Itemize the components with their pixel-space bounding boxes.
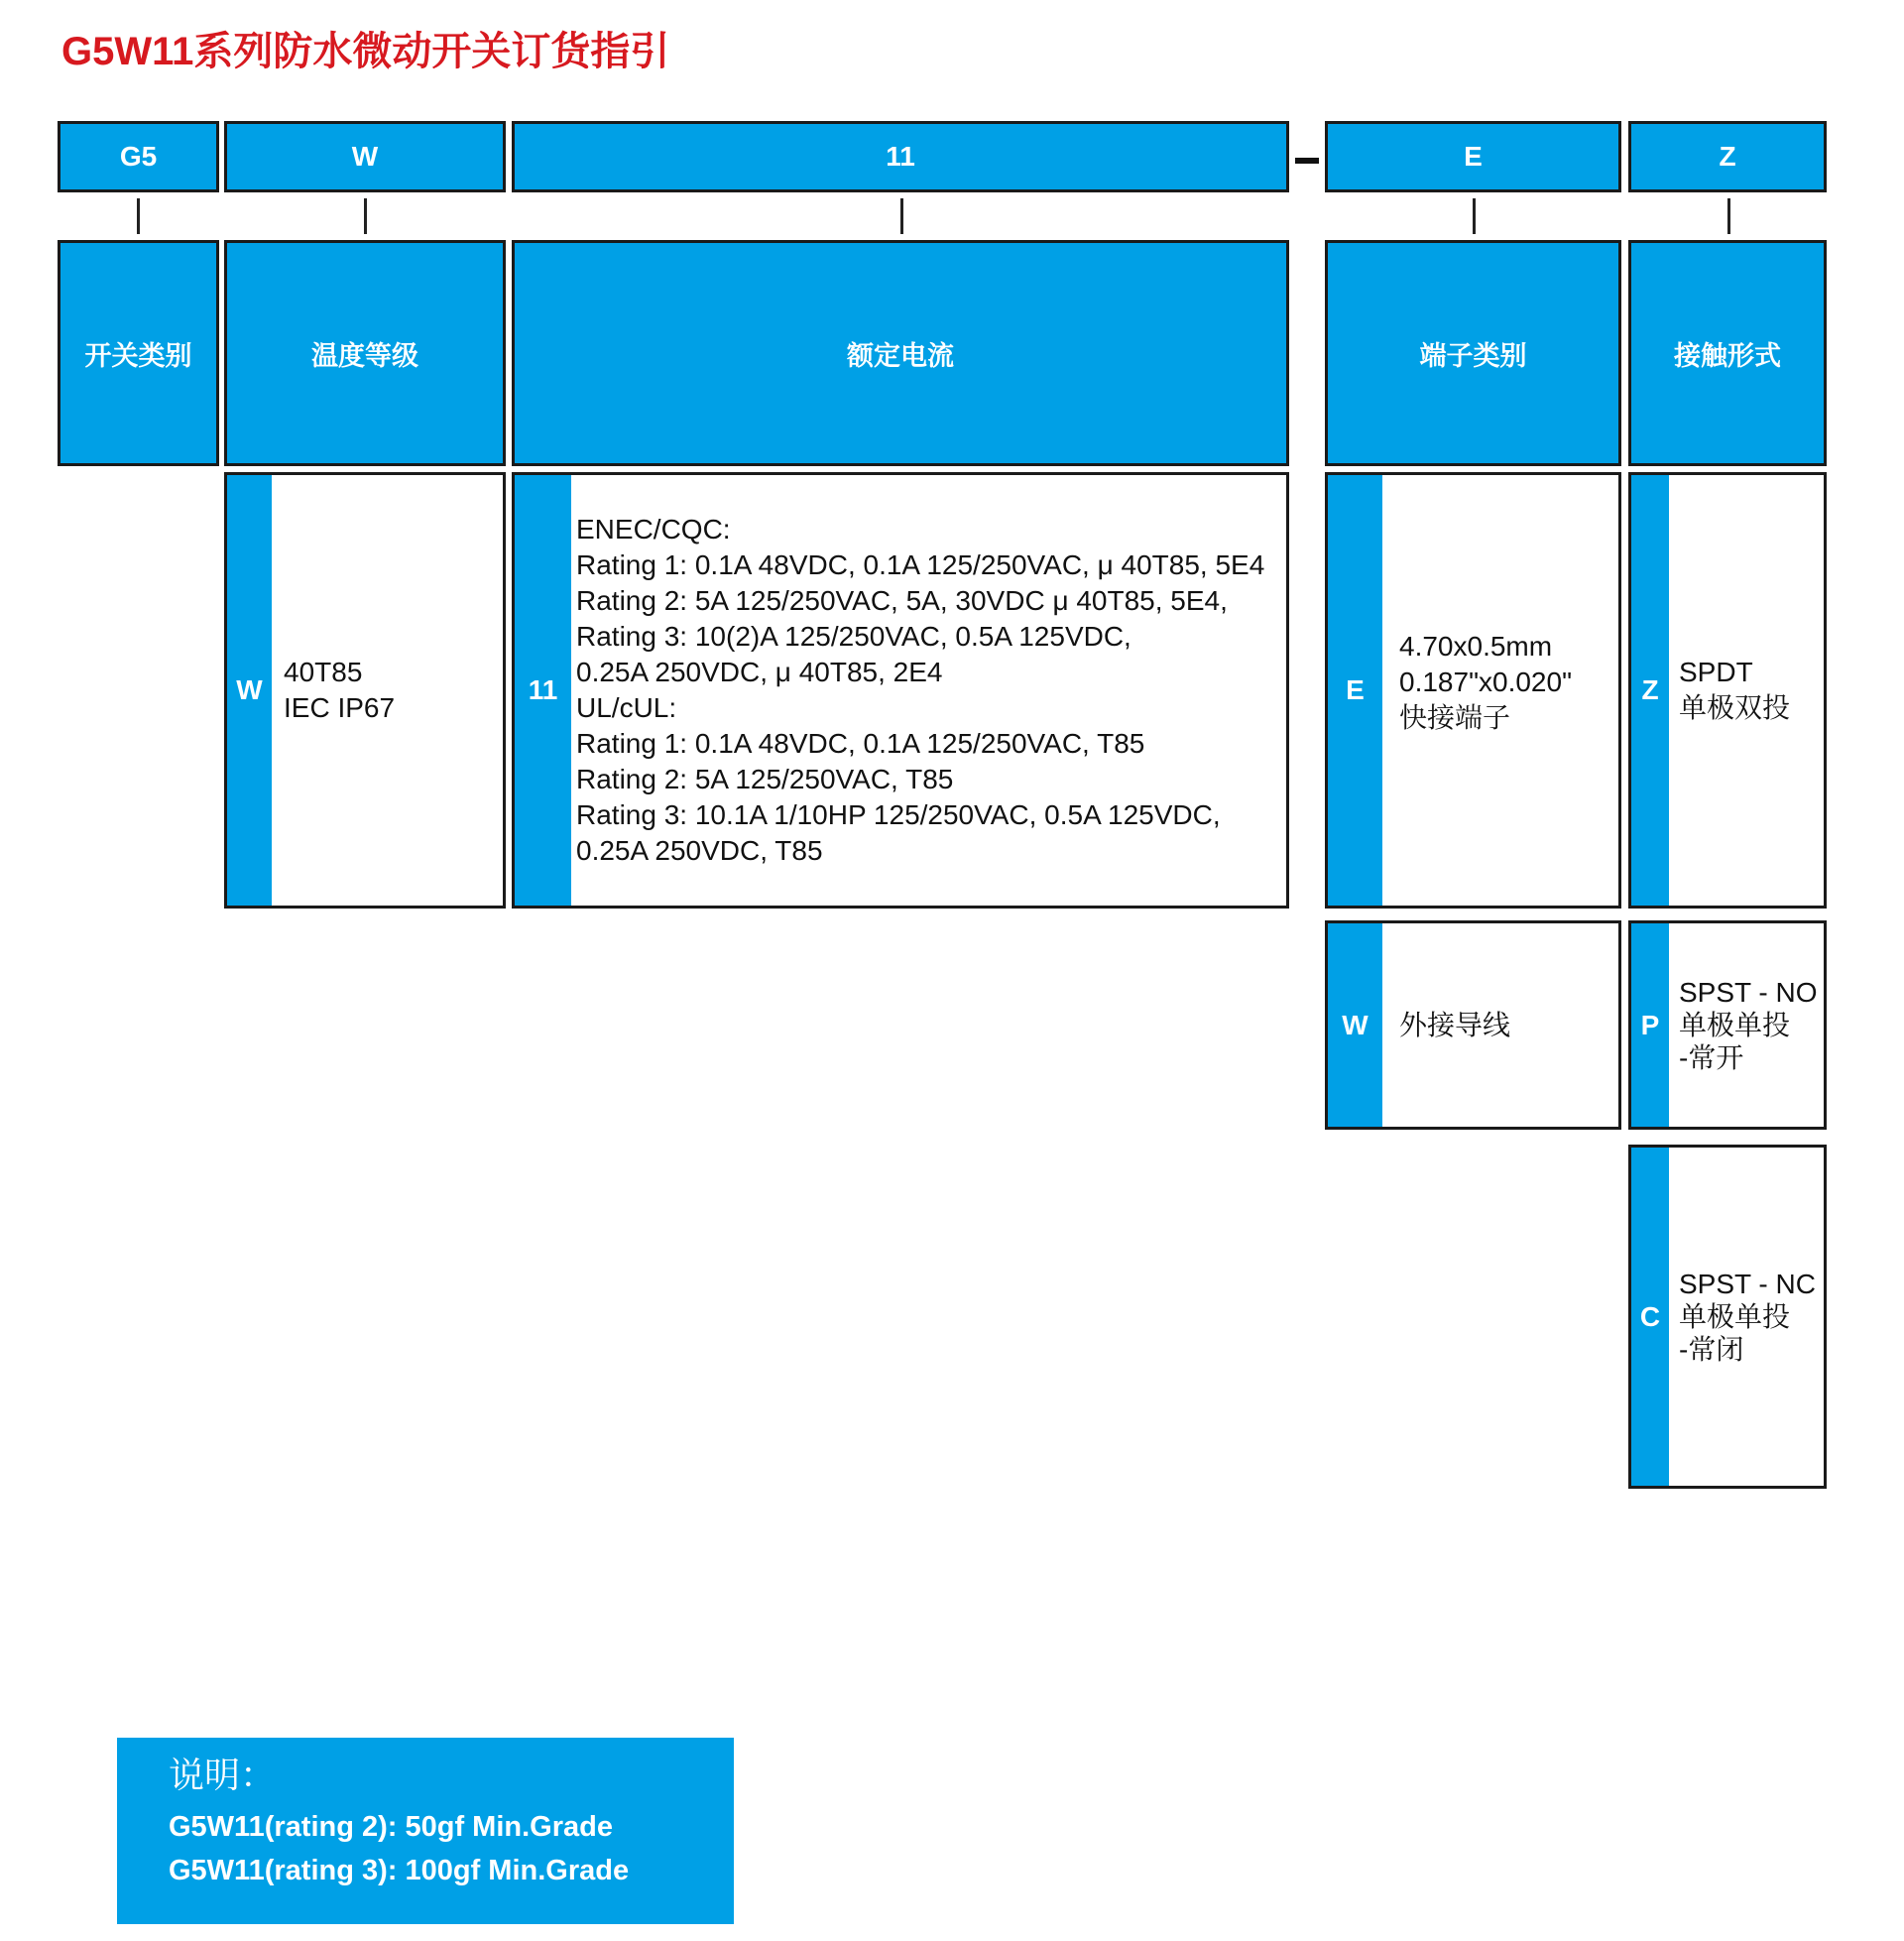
option-terminal-w [1325,920,1621,1130]
option-desc: SPST - NC 单极单投 -常闭 [1679,1269,1816,1365]
option-desc: SPDT 单极双投 [1679,657,1791,723]
connector-line [1473,198,1476,234]
header-switch-type: 开关类别 [58,240,219,466]
option-contact-z [1628,472,1827,909]
connector-line [137,198,140,234]
code-box-contact: Z [1628,121,1827,192]
note-line: G5W11(rating 3): 100gf Min.Grade [169,1855,630,1886]
option-key: 11 [515,475,571,906]
option-desc: SPST - NO 单极单投 -常开 [1679,977,1818,1073]
header-contact: 接触形式 [1628,240,1827,466]
code-box-current: 11 [512,121,1289,192]
code-separator-dash [1295,158,1319,164]
option-key: W [1328,923,1382,1127]
option-key: Z [1631,475,1669,906]
option-desc: 4.70x0.5mm 0.187"x0.020" 快接端子 [1399,631,1573,733]
option-key: E [1328,475,1382,906]
option-key: W [227,475,272,906]
note-title: 说明： [169,1755,277,1795]
code-box-temperature: W [224,121,506,192]
option-desc: 外接导线 [1399,1009,1511,1040]
header-current: 额定电流 [512,240,1289,466]
option-desc: ENEC/CQC: Rating 1: 0.1A 48VDC, 0.1A 125/250VAC, μ 40T85, 5E4 Rating 2: 5A 125/250VAC, 5A, 30VDC μ 40T85, 5E4, Rating 3: 10(2)A 125/250VAC, 0.5A 125VDC, 0.25A 250VDC, μ 40T85, 2E4 UL/cUL: Rating 1: 0.1A 48VDC, 0.1A 125/250VAC, T85 Rating 2: 5A 125/250VAC, T85 Rating 3: 10.1A 1/10HP 125/250VAC, 0.5A 125VDC, 0.25A 250VDC, T85 [576,514,1265,866]
option-key: C [1631,1148,1669,1486]
option-terminal-e [1325,472,1621,909]
option-temperature-w [224,472,506,909]
option-contact-p [1628,920,1827,1130]
option-current-11 [512,472,1289,909]
option-desc: 40T85 IEC IP67 [284,657,396,723]
code-box-terminal: E [1325,121,1621,192]
code-box-switch-type: G5 [58,121,219,192]
option-contact-c [1628,1145,1827,1489]
note-box [117,1738,734,1924]
option-key: P [1631,923,1669,1127]
connector-line [364,198,367,234]
header-terminal: 端子类别 [1325,240,1621,466]
note-line: G5W11(rating 2): 50gf Min.Grade [169,1811,613,1843]
connector-line [1727,198,1730,234]
page-title: G5W11系列防水微动开关订货指引 [61,30,670,73]
connector-line [900,198,903,234]
header-temperature: 温度等级 [224,240,506,466]
